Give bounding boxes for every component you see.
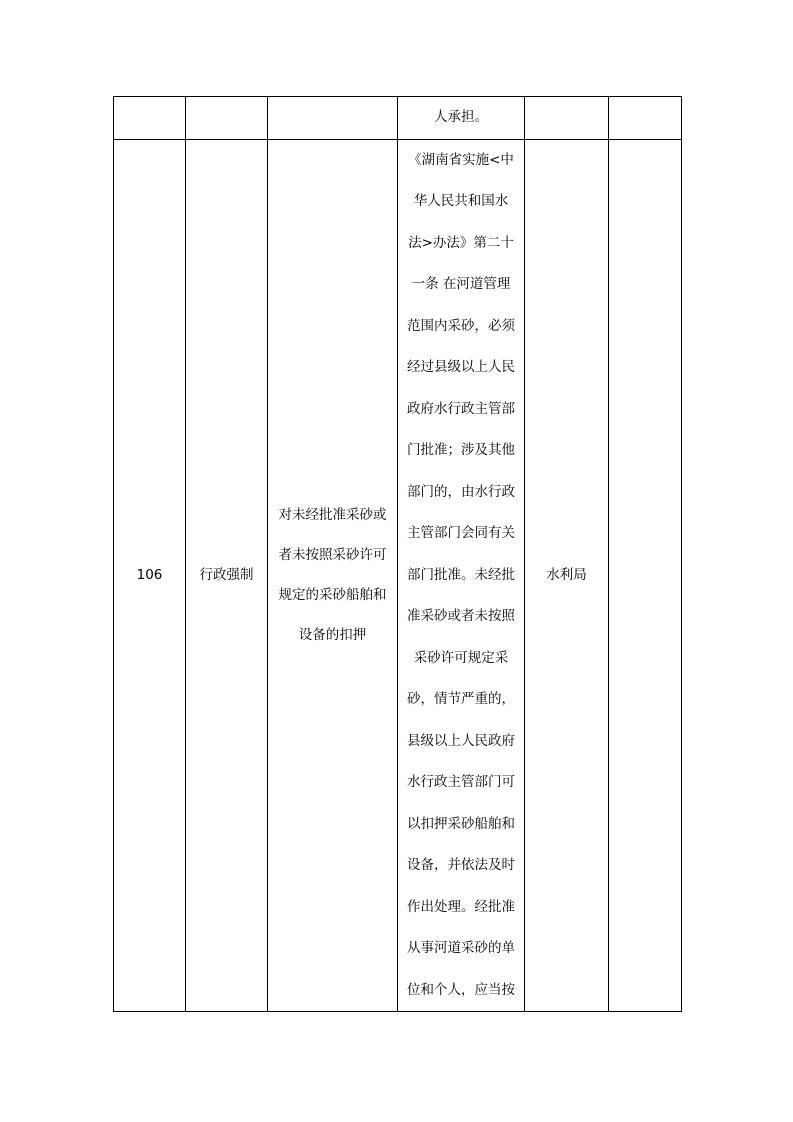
cell-item-name (268, 139, 398, 1012)
item-line: 者未按照采砂许可 (278, 547, 387, 564)
basis-line: 华人民共和国水 (413, 193, 509, 209)
basis-line: 范围内采砂，必须 (407, 317, 515, 334)
basis-line: 门批准；涉及其他 (407, 442, 515, 458)
cell-item-empty (268, 97, 398, 140)
basis-line: 政府水行政主管部 (407, 400, 515, 417)
cell-remark (609, 139, 682, 1012)
basis-line: 法>办法》第二十 (408, 234, 514, 251)
cell-number: 106 (114, 139, 186, 1012)
basis-line: 《湖南省实施<中 (408, 151, 514, 168)
cell-basis-continuation: 人承担。 (398, 97, 525, 140)
cell-number-empty (114, 97, 186, 140)
basis-line: 一条 在河道管理 (411, 276, 511, 292)
table-row-106 (114, 139, 682, 1012)
cell-category: 行政强制 (186, 139, 268, 1012)
basis-line: 砂，情节严重的， (407, 691, 515, 707)
table-row-continuation (114, 97, 682, 140)
basis-line: 设备，并依法及时 (407, 857, 515, 873)
cell-legal-basis (398, 139, 525, 1012)
cell-category-empty (186, 97, 268, 140)
cell-department-empty (525, 97, 609, 140)
power-list-table (113, 96, 682, 1012)
item-line: 设备的扣押 (298, 627, 367, 644)
basis-line: 准采砂或者未按照 (407, 608, 515, 624)
basis-line: 部门批准。未经批 (407, 566, 515, 583)
basis-line: 经过县级以上人民 (407, 359, 515, 375)
basis-line: 县级以上人民政府 (407, 732, 515, 749)
basis-line: 主管部门会同有关 (407, 525, 515, 541)
item-line: 规定的采砂船舶和 (278, 587, 387, 604)
basis-line: 水行政主管部门可 (407, 774, 515, 790)
basis-line: 从事河道采砂的单 (407, 940, 515, 956)
basis-line: 以扣押采砂船舶和 (407, 815, 515, 832)
item-line: 对未经批准采砂或 (278, 507, 387, 524)
cell-remark-empty (609, 97, 682, 140)
basis-line: 位和个人，应当按 (407, 981, 515, 998)
cell-department: 水利局 (525, 139, 609, 1012)
basis-line: 部门的，由水行政 (407, 483, 515, 500)
basis-line: 作出处理。经批准 (407, 898, 515, 915)
basis-line: 采砂许可规定采 (413, 649, 509, 666)
